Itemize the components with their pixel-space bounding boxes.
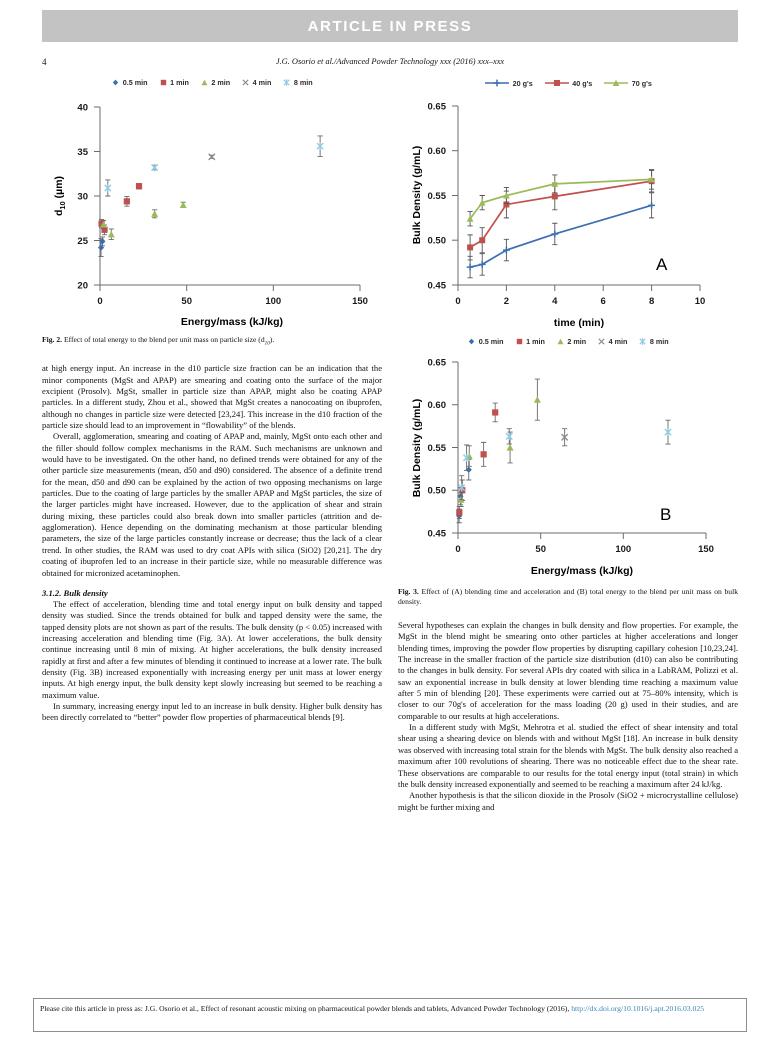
x-tick-label: 6: [600, 296, 606, 307]
line-triangle-marker-icon: [603, 78, 629, 88]
legend-item-4min: [597, 337, 627, 346]
y-tick-label: 0.50: [427, 235, 446, 247]
legend-item-2min: [200, 78, 230, 87]
figure-3-caption-text: Effect of (A) blending time and acceleration and (B) total energy to the blend per unit mass on bulk density.: [398, 587, 738, 607]
legend-item-8min: [638, 337, 668, 346]
y-tick-label: 0.65: [427, 101, 446, 113]
legend-label: 8 min: [649, 337, 669, 346]
legend-item-0.5min: [111, 78, 147, 87]
x-tick-label: 100: [615, 544, 632, 555]
data-point-marker: [101, 227, 107, 233]
figure-2-caption-tail: ).: [269, 335, 275, 344]
data-point-marker: [151, 210, 158, 217]
figure-2-caption-label: Fig. 2.: [42, 335, 63, 344]
paragraph: at high energy input. An increase in the d10 particle size fraction can be an indication that the minor components (MgSt and APAP) are smearing and coating onto the surface of the major excipient (Prosolv). MgSt, smaller in particle size than APAP, might also be coating APAP particles. In a different study, Zhou et al., showed that MgSt creates a nanocoating on ibuprofen, although no changes in particle size were detected [23,24]. This increase in the d10 fraction of the particle size should lead to an improvement in “flowability” of the blends.: [42, 363, 382, 431]
paragraph: Several hypotheses can explain the changes in bulk density and flow properties. For example, the MgSt in the blend might be smearing onto other particles at higher accelerations and longer blending times, improving the powder flow properties by disrupting capillary cohesion [10,23,24]. The increase in the smaller fraction of the particle size distribution (d10) can also be contributing to the changes in bulk density. For several APIs dry coated with silica in a LabRAM, Polizzi et al. saw an exponential increase in bulk density at lower blending time reaching a maximum value after 5 min of blending [20]. These experiments were carried out at 75–80% intensity, which is closer to our 70g's of acceleration for the mass loading (20 g) used in their studies, and are comparable to our results at high accelerations.: [398, 620, 738, 721]
legend-item-0.5min: [467, 337, 503, 346]
cross-marker-icon: [241, 78, 250, 87]
data-point-marker: [479, 237, 485, 243]
data-point-marker: [467, 264, 474, 271]
legend-item-20gs: [484, 78, 533, 88]
asterisk-marker-icon: [638, 337, 647, 346]
citation-box: [33, 998, 747, 1032]
legend-item-1min: [515, 337, 545, 346]
x-tick-label: 150: [352, 296, 368, 307]
legend-label: 2 min: [567, 337, 587, 346]
y-tick-label: 20: [77, 280, 88, 292]
legend-label: 4 min: [608, 337, 628, 346]
page-number: 4: [42, 57, 47, 67]
figure-2-plot: [42, 89, 382, 331]
x-ticks: [455, 533, 714, 555]
data-point-marker: [506, 433, 512, 441]
legend-item-8min: [282, 78, 312, 87]
cross-marker-icon: [597, 337, 606, 346]
paragraph: In a different study with MgSt, Mehrotra et al. studied the effect of shear intensity and total shear using a shearing device on blends with and without MgSt [18]. An increase in bulk density was observed with increasing total strain for the blends with MgSt. The bulk density also reached a maximum after 100 revolutions of shearing. There was no noticeable effect due to the shear rate. These observations are comparable to our results for the total energy input (total strain) in which the bulk density increased exponentially and seemed to be reaching a maximum after 24 kJ/kg.: [398, 722, 738, 789]
y-tick-label: 0.55: [427, 443, 446, 454]
section-heading: 3.1.2. Bulk density: [42, 587, 108, 598]
legend-label: 20 g's: [512, 78, 533, 88]
doi-link[interactable]: http://dx.doi.org/10.1016/j.apt.2016.03.025: [571, 1004, 705, 1013]
y-tick-label: 30: [77, 191, 88, 203]
article-in-press-label: ARTICLE IN PRESS: [307, 17, 473, 35]
y-tick-label: 0.60: [427, 146, 446, 158]
legend-label: 4 min: [252, 78, 272, 87]
left-column: [42, 78, 382, 724]
x-tick-label: 0: [97, 296, 103, 307]
data-point-marker: [534, 396, 541, 403]
data-point-marker: [456, 509, 462, 515]
figure-3b-plot: [398, 348, 738, 583]
left-column-body: [42, 363, 382, 723]
figure-3-caption: [398, 587, 738, 607]
square-marker-icon: [515, 337, 524, 346]
legend-item-40gs: [544, 78, 593, 88]
data-point-marker: [507, 444, 514, 451]
y-tick-label: 0.50: [427, 485, 446, 497]
data-point-marker: [317, 142, 323, 150]
x-axis-title: Energy/mass (kJ/kg): [530, 565, 634, 577]
legend-label: 1 min: [170, 78, 189, 87]
panel-letter-b: B: [660, 505, 672, 524]
legend-item-2min: [556, 337, 586, 346]
y-axis-title-unit: (µm): [53, 175, 65, 202]
triangle-marker-icon: [200, 78, 209, 87]
data-point-marker: [108, 231, 115, 238]
series-line: [470, 205, 651, 267]
x-ticks: [455, 285, 705, 307]
x-tick-label: 50: [181, 296, 192, 307]
diamond-marker-icon: [467, 337, 476, 346]
figure-3a-data-series: [467, 170, 655, 278]
x-tick-label: 8: [648, 296, 655, 307]
line-plus-marker-icon: [484, 78, 510, 88]
y-tick-label: 25: [77, 236, 88, 247]
y-ticks: [428, 102, 459, 292]
legend-label: 1 min: [526, 337, 545, 346]
figure-2-caption: [42, 335, 382, 347]
svg-text:d10 (µm): [53, 176, 67, 216]
figure-2-legend: [42, 78, 382, 87]
legend-label: 0.5 min: [122, 78, 148, 87]
paragraph: Overall, agglomeration, smearing and coating of APAP and, mainly, MgSt onto each other and the filler should follow complex mechanisms in the RAM. Such mechanisms are unknown and would have to be investigated. On the other hand, no defined trends were obtained for any of the other particle size measurements (mean, d50 and d90) considered. The absence of a definite trend for the mean, d50 and d90 can be explained by the action of two opposing mechanisms on large particles. Due to the coating of large particles by the smaller APAP and MgSt particles, the size of the larger particles might have increased. However, due to the application of shear and strain during mixing, these particles could also break down into smaller particles (attrition and de-agglomeration). Hence depending on the dominating mechanism at those particular blending parameters, the size of the large particles constantly increase or decrease; thus the lack of a clear trend. In other studies, the RAM was used to dry coat APIs with silica (SiO2) [20,21]. The dry coating of ibuprofen led to an increase in their particle size, while no measurable difference was obtained for micronized acetaminophen.: [42, 431, 382, 578]
svg-text:Bulk Density (g/mL): Bulk Density (g/mL): [411, 145, 423, 245]
right-column-body: [398, 620, 738, 813]
data-point-marker: [648, 202, 655, 209]
y-axis-title-sub: 10: [58, 201, 67, 210]
line-square-marker-icon: [544, 78, 570, 88]
data-point-marker: [209, 154, 215, 160]
y-axis-title: [53, 176, 67, 216]
y-tick-label: 0.45: [427, 280, 446, 292]
y-tick-label: 40: [77, 102, 88, 114]
right-column: [398, 78, 738, 813]
x-axis-title: Energy/mass (kJ/kg): [180, 316, 284, 328]
y-ticks: [428, 358, 459, 540]
data-point-marker: [136, 183, 142, 189]
figure-3-caption-label: Fig. 3.: [398, 587, 419, 596]
data-point-marker: [492, 409, 498, 415]
panel-letter-a: A: [656, 255, 668, 274]
legend-item-70gs: [603, 78, 652, 88]
x-axis-title: time (min): [553, 317, 605, 329]
x-tick-label: 0: [455, 544, 461, 555]
data-point-marker: [152, 164, 158, 172]
x-tick-label: 4: [552, 296, 558, 307]
y-tick-label: 35: [77, 147, 88, 158]
asterisk-marker-icon: [282, 78, 291, 87]
paragraph: In summary, increasing energy input led to an increase in bulk density. Higher bulk density has been directly correlated to “better” powder flow properties of pharmaceutical blends [9].: [42, 700, 382, 723]
legend-item-1min: [159, 78, 189, 87]
paragraph: Another hypothesis is that the silicon dioxide in the Prosolv (SiO2 + microcrystalline cellulose) might be further mixing and: [398, 790, 738, 812]
y-tick-label: 0.45: [427, 528, 446, 540]
x-tick-label: 2: [503, 296, 510, 307]
figure-3b: [398, 337, 738, 607]
paragraph: The effect of acceleration, blending time and total energy input on bulk density and tapped density was studied. Since the trends obtained for bulk and tapped density were the same, the tapped density plots are not shown as part of the results. The bulk density (p < 0.05) increased with increasing acceleration and blending time (Fig. 3A). At lower accelerations, the bulk density continue increasing until 8 min of mixing. At higher accelerations, the bulk density increased rapidly at first and after a few minutes of blending it continued to increase at a lower rate. The bulk density (Fig. 3B) increased exponentially with increasing energy per unit mass at lower energy inputs. At high energy input, the bulk density kept slowly increasing but seemed to be reaching a maximum value.: [42, 598, 382, 700]
x-tick-label: 10: [694, 296, 706, 307]
legend-label: 70 g's: [631, 78, 652, 88]
figure-3a: [398, 78, 738, 333]
legend-label: 0.5 min: [478, 337, 504, 346]
data-point-marker: [552, 193, 558, 199]
data-point-marker: [551, 231, 558, 238]
figure-2-data-points: [98, 136, 323, 257]
figure-3b-legend: [398, 337, 738, 346]
legend-label: 40 g's: [572, 78, 593, 88]
y-tick-label: 0.55: [427, 191, 446, 202]
running-head: J.G. Osorio et al./Advanced Powder Technology xxx (2016) xxx–xxx: [275, 57, 505, 66]
y-tick-label: 0.65: [427, 357, 446, 369]
figure-2: [42, 78, 382, 347]
citation-text: Please cite this article in press as: J.G. Osorio et al., Effect of resonant acoustic mixing on pharmaceutical powder blends and tablets, Advanced Powder Technology (2016),: [40, 1004, 572, 1013]
x-tick-label: 50: [535, 544, 546, 555]
data-point-marker: [467, 244, 473, 250]
figure-2-caption-text: Effect of total energy to the blend per unit mass on particle size (d: [63, 335, 265, 344]
figure-3b-data-points: [456, 379, 671, 523]
diamond-marker-icon: [111, 78, 120, 87]
figure-2-caption-sub: 10: [264, 340, 270, 347]
x-tick-label: 150: [698, 544, 714, 555]
data-point-marker: [105, 184, 111, 192]
data-point-marker: [481, 451, 487, 457]
article-in-press-banner: [42, 10, 738, 42]
y-axis-title-main: d: [53, 209, 65, 217]
legend-item-4min: [241, 78, 271, 87]
triangle-marker-icon: [556, 337, 565, 346]
svg-text:Bulk Density (g/mL): Bulk Density (g/mL): [411, 398, 423, 498]
x-ticks: [97, 285, 368, 307]
y-tick-label: 0.60: [427, 400, 446, 412]
x-tick-label: 0: [455, 296, 461, 307]
figure-3a-plot: [398, 90, 738, 333]
square-marker-icon: [159, 78, 168, 87]
legend-label: 8 min: [293, 78, 313, 87]
data-point-marker: [124, 198, 130, 204]
y-axis-title: [411, 399, 423, 498]
y-axis-title: [411, 146, 423, 245]
series-line: [470, 181, 651, 247]
legend-label: 2 min: [211, 78, 231, 87]
data-point-marker: [665, 428, 671, 436]
x-tick-label: 100: [265, 296, 282, 307]
y-ticks: [77, 103, 100, 292]
figure-3a-legend: [398, 78, 738, 88]
